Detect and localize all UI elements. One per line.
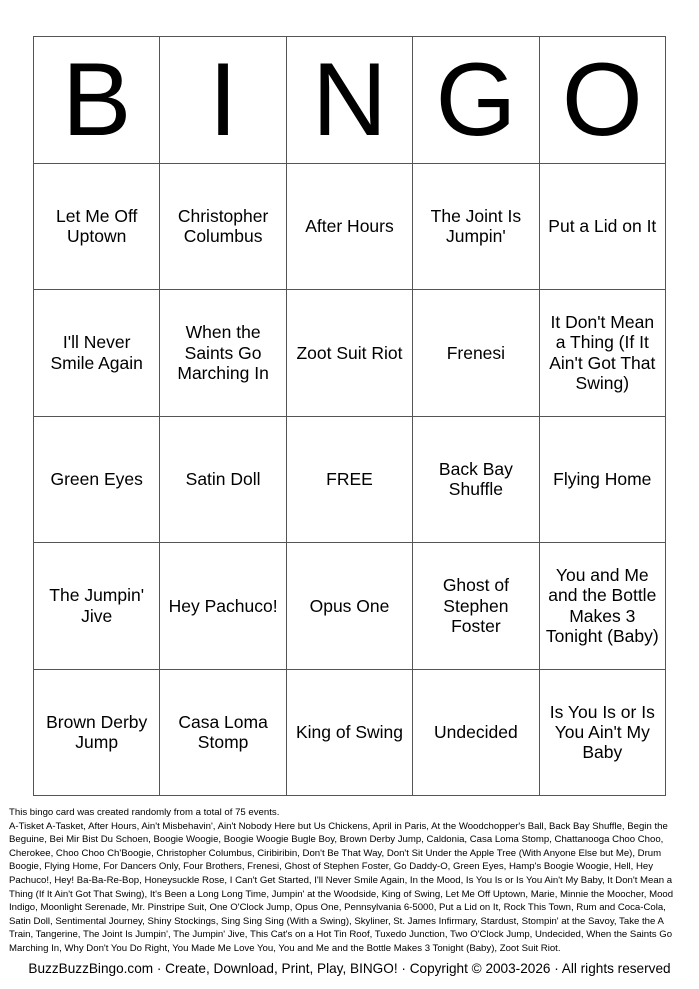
- bingo-square: Back Bay Shuffle: [413, 417, 539, 544]
- bingo-card: [33, 36, 666, 796]
- header-letter-i: I: [160, 37, 286, 164]
- bingo-square: Is You Is or Is You Ain't My Baby: [540, 670, 666, 797]
- bingo-square: Ghost of Stephen Foster: [413, 543, 539, 670]
- bingo-square: Satin Doll: [160, 417, 286, 544]
- bingo-square: It Don't Mean a Thing (If It Ain't Got That Swing): [540, 290, 666, 417]
- bingo-square: Hey Pachuco!: [160, 543, 286, 670]
- header-letter-g: G: [413, 37, 539, 164]
- bingo-square: Flying Home: [540, 417, 666, 544]
- header-letter-b: B: [34, 37, 160, 164]
- bingo-square: King of Swing: [287, 670, 413, 797]
- bingo-square: Put a Lid on It: [540, 164, 666, 291]
- bingo-square: Opus One: [287, 543, 413, 670]
- bingo-square: The Joint Is Jumpin': [413, 164, 539, 291]
- bingo-square: Casa Loma Stomp: [160, 670, 286, 797]
- footer-copyright: BuzzBuzzBingo.com · Create, Download, Print, Play, BINGO! · Copyright © 2003-2026 · All rights reserved: [28, 961, 671, 976]
- header-letter-n: N: [287, 37, 413, 164]
- info-event-list: A-Tisket A-Tasket, After Hours, Ain't Misbehavin', Ain't Nobody Here but Us Chickens, April in Paris, At the Woodchopper's Ball, Back Bay Shuffle, Begin the Beguine, Bei Mir Bist Du Schoen, Boogie Woogie, Boogie Woogie Bugle Boy, Brown Derby Jump, Caldonia, Casa Loma Stomp, Chattanooga Choo Choo, Cherokee, Choo Choo Ch'Boogie, Christopher Columbus, Ciribiribin, Don't Be That Way, Don't Sit Under the Apple Tree (With Anyone Else but Me), Drum Boogie, Flying Home, For Dancers Only, Four Brothers, Frenesi, Ghost of Stephen Foster, Go Daddy-O, Green Eyes, Hamp's Boogie Woogie, Hell, Hey Pachuco!, Hey! Ba-Ba-Re-Bop, Honeysuckle Rose, I Can't Get Started, I'll Never Smile Again, In the Mood, Is You Is or Is You Ain't My Baby, It Don't Mean a Thing (If It Ain't Got That Swing), It's Been a Long Long Time, Jumpin' at the Woodside, King of Swing, Let Me Off Uptown, Marie, Minnie the Moocher, Mood Indigo, Moonlight Serenade, Mr. Pinstripe Suit, One O'Clock Jump, Opus One, Pennsylvania 6-5000, Put a Lid on It, Rock This Town, Rum and Coca-Cola, Satin Doll, Sentimental Journey, Shiny Stockings, Sing Sing Sing (With a Swing), Skyliner, St. James Infirmary, Stardust, Stompin' at the Savoy, Take the A Train, Tangerine, The Joint Is Jumpin', The Jumpin' Jive, This Cat's on a Hot Tin Roof, Tuxedo Junction, Two O'Clock Jump, Undecided, When the Saints Go Marching In, Why Don't You Do Right, You Made Me Love You, You and Me and the Bottle Makes 3 Tonight (Baby), Zoot Suit Riot.: [9, 820, 674, 955]
- bingo-square: After Hours: [287, 164, 413, 291]
- bingo-square: Christopher Columbus: [160, 164, 286, 291]
- bingo-square: The Jumpin' Jive: [34, 543, 160, 670]
- bingo-square: When the Saints Go Marching In: [160, 290, 286, 417]
- bingo-square: Zoot Suit Riot: [287, 290, 413, 417]
- bingo-square: I'll Never Smile Again: [34, 290, 160, 417]
- bingo-square: Brown Derby Jump: [34, 670, 160, 797]
- info-summary: This bingo card was created randomly from a total of 75 events.: [9, 807, 280, 818]
- header-letter-o: O: [540, 37, 666, 164]
- bingo-square: Frenesi: [413, 290, 539, 417]
- bingo-square: Let Me Off Uptown: [34, 164, 160, 291]
- free-square: FREE: [287, 417, 413, 544]
- bingo-square: You and Me and the Bottle Makes 3 Tonight (Baby): [540, 543, 666, 670]
- bingo-square: Undecided: [413, 670, 539, 797]
- bingo-square: Green Eyes: [34, 417, 160, 544]
- card-info: [9, 806, 689, 956]
